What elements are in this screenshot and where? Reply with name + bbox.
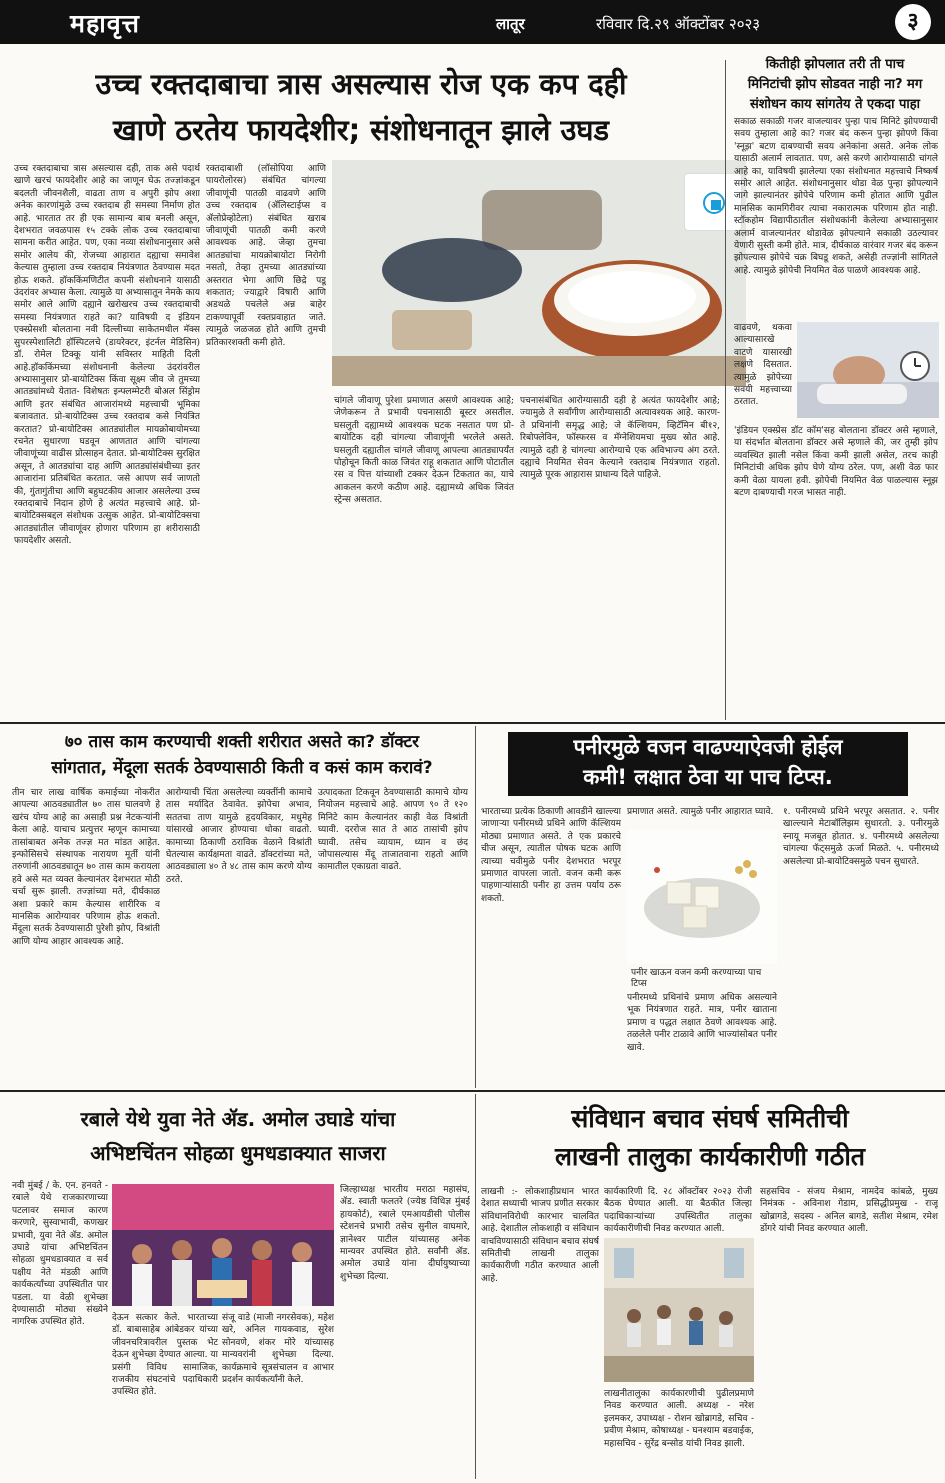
sleep-headline-line3: संशोधन काय सांगतेय ते एकदा पाहा (749, 97, 921, 112)
sleeping-alarm-illustration (797, 322, 939, 418)
masthead (0, 0, 945, 44)
sleep-text-side: वाढवणे, थकवा आल्यासारखे वाटणे यासारखी लक्षणे दिसतात. त्यामुळे झोपेच्या सवयी महत्त्वाच्या ठरतात. (734, 323, 792, 408)
work-col1-text: तीन चार लाख वार्षिक कमाईच्या नोकरीत आपल्या आठवड्यातील ७० तास घालवणे हे खरंच योग्य आहे का असाही प्रश्न नेटकऱ्यांनी केला आहे. याचाच प्रत्युत्तर म्हणून कामाच्या तासांबाबत अनेक तज्ज्ञ मत मांडत आहेत. इन्फोसिसचे संस्थापक नारायण मूर्ती यांनी तरुणांनी आठवड्यातून ७० तास काम करायला हवे असे मत व्यक्त केल्यानंतर देशभरात मोठी चर्चा सुरू झाली. तज्ज्ञांच्या मते, दीर्घकाळ अशा प्रकारे काम केल्यास शारीरिक व मानसिक आरोग्यावर परिणाम होऊ शकतो. मेंदूला सतर्क ठेवण्यासाठी पुरेशी झोप, विश्रांती आणि योग्य आहार आवश्यक आहे. (12, 788, 160, 947)
sleep-text-2: 'इंडियन एक्स्प्रेस डॉट कॉम'सह बोलताना डॉक्टर असे म्हणाले, या संदर्भात बोलताना डॉक्टर असे म्हणाले की, जर तुम्ही झोप व्यवस्थित झाली नसेल किंवा कमी झाली असेल, तरच काही मिनिटांची अधिक झोप घेणे योग्य ठरेल. पण, अशी वेळ फार कमी वेळा यायला हवी. झोपेची नियमित वेळ पाळल्यास स्नूझ बटण दाबण्याची गरज भासत नाही. (734, 426, 938, 499)
paneer-headline-line1: पनीरमुळे वजन वाढण्याऐवजी होईल (573, 735, 843, 759)
bp-headline-line1: उच्च रक्तदाबाचा त्रास असल्यास रोज एक कप दही (95, 67, 627, 101)
column-divider (475, 726, 476, 1088)
section-divider-1 (0, 722, 945, 724)
rabale-col1-text: नवी मुंबई / के. एन. हनवते - रबाले येथे राजकारणाच्या पटलावर समाज कारण करणारे, सुस्वाभावी, कणखर प्रभावी, युवा नेते ॲड. अमोल उघाडे यांचा अभिष्टचिंतन सोहळा धुमधडाक्यात व सर्व पक्षीय नेते मंडळी आणि कार्यकर्त्यांच्या उपस्थितीत पार पडला. या वेळी शुभेच्छा देण्यासाठी मोठ्या संख्येने नागरिक उपस्थित होते. (12, 1181, 108, 1328)
samvidhan-col2-bottom: लाखनीतालुका कार्यकारणीची पुढीलप्रमाणे निवड करण्यात आली. अध्यक्ष - नरेश इलमकर, उपाध्यक्ष - रोशन खोब्रागडे, सचिव - प्रवीण मेश्राम, कोषाध्यक्ष - घनश्याम बडवाईक, महासचिव - सुरेंद्र बन्सोड यांची निवड झाली. (604, 1389, 754, 1449)
work-headline-line1: ७० तास काम करण्याची शक्ती शरीरात असते का? डॉक्टर (64, 732, 420, 752)
samvidhan-col2-text: कार्यकारिणी दि. २८ ऑक्टोंबर २०२३ रोजी बैठक घेण्यात आली. या बैठकीत जिल्हा पदाधिकाऱ्यांच्या उपस्थितीत तालुका कार्यकारीणीची निवड करण्यात आली. (604, 1187, 752, 1234)
work-col2-text: आरोग्याची चिंता असलेल्या व्यक्तींनी कामाचे तास मर्यादित ठेवावेत. झोपेचा अभाव, सततचा ताण यामुळे हृदयविकार, मधुमेह यांसारखे आजार होण्याचा धोका वाढतो. कामाच्या ठिकाणी ठराविक वेळाने विश्रांती घेतल्यास कार्यक्षमता वाढते. डॉक्टरांच्या मते, आठवड्याला ४० ते ४८ तास काम करणे योग्य ठरते. (166, 788, 312, 885)
samvidhan-headline-line2: लाखनी तालुका कार्यकारीणी गठीत (554, 1142, 866, 1171)
edition-date: रविवार दि.२९ ऑक्टोंबर २०२३ (596, 15, 761, 33)
paneer-cubes-illustration (627, 830, 777, 964)
bp-col1-text: उच्च रक्तदाबाचा त्रास असल्यास दही, ताक असे पदार्थ खाणे खरचं फायदेशीर आहे का जाणून घेऊ तज्ज्ञांकडून बदलती जीवनशैली, वाढता ताण व अपुरी झोप अशा अनेक कारणांमुळे उच्च रक्तदाब ही समस्या निर्माण होत आहे. भारतात तर ही एक सामान्य बाब बनली असून, देशभरात जवळपास १५ टक्के लोक उच्च रक्तदाबाचा सामना करीत आहेत. पण, एका नव्या संशोधनानुसार असे समोर आलेय की, रोजच्या आहारात दह्याचा समावेश केल्यास तुम्हाला उच्च रक्तदाब नियंत्रणात ठेवण्यास मदत होऊ शकते. हॉककिंमणिटीत कपनी संशोधनाने यासाठी उंदरांवर अभ्यास केला. त्यामुळे या अभ्यासातून नेमके काय समोर आले आणि दह्याने खरोखरच उच्च रक्तदाबाची समस्या नियंत्रणात राहते का? याविषयी द इंडियन एक्स्प्रेसशी बोलताना नवी दिल्लीच्या साकेतमधील मॅक्स सुपरस्पेशालिटी हॉस्पिटलचे (डायरेक्टर, इंटर्नल मेडिसिन) डॉ. रोमेल टिक्कू यांनी सविस्तर माहिती दिली आहे.हॉककिंमच्या संशोधनानी केलेल्या उंदरांवरील अभ्यासानुसार प्रो-बायोटिक्स किंवा सूक्ष्म जीव जे तुमच्या आतड्यांमध्ये येतात- विशेषतः इन्फ्लम्मेटरी बोअल सिंड्रोम आणि इतर संबंधित आजारांमध्ये महत्त्वाची भूमिका बजावतात. प्रो-बायोटिक्स उच्च रक्तदाब कसे नियंत्रित करतात? प्रो-बायोटिक्स आतड्यांतील मायक्रोबायोमच्या रचनेत सुधारणा घडवून आणतात आणि चांगल्या जीवाणूंच्या वाढीस प्रोत्साहन देतात. प्रो-बायोटिक्स सुरक्षित असून, ते आतड्यांचा दाह आणि आतड्यांसंबंधीच्या इतर आजारांना प्रतिबंधित करतात. जसे आपण सर्व जाणतो की, गुंतागुंतीचा आणि बहुघटकीय आजार असलेल्या उच्च रक्तदाबाचे निदान होणे हे अत्यंत महत्त्वाचे आहे. प्रो-बायोटिक्सबद्दल संशोधक उत्सुक आहेत. प्रो-बायोटिक्सचा आतड्यांतील जीवाणूंवर होणारा परिणाम हा शरीरासाठी फायदेशीर असतो. (14, 164, 200, 547)
samvidhan-col3-text: सहसचिव - संजय मेश्राम, नामदेव कांबळे, मुख्य निमंत्रक - अविनाश गेडाम, प्रसिद्धीप्रमुख - राजू खोब्रागडे, सदस्य - अनिल बागडे, सतीश मेश्राम, रमेश डोंगरे यांची निवड करण्यात आली. (760, 1187, 938, 1235)
samvidhan-headline-line1: संविधान बचाव संघर्ष समितीची (571, 1104, 849, 1133)
paneer-headline-box (508, 732, 908, 796)
sleep-headline-line2: मिनिटांची झोप सोडवत नाही ना? मग (747, 77, 923, 92)
paneer-col2-text: पनीरमध्ये प्रथिनांचे प्रमाण अधिक असल्याने भूक नियंत्रणात राहते. मात्र, पनीर खाताना प्रमाण व पद्धत लक्षात ठेवणे आवश्यक आहे. तळलेले पनीर टाळावे आणि भाज्यांसोबत पनीर खावे. (627, 993, 777, 1053)
paneer-col2-top: प्रमाणात असते. त्यामुळे पनीर आहारात घ्यावे. (627, 807, 774, 817)
newspaper-brand: महावृत्त (70, 9, 140, 38)
work-col3-text: उत्पादकता टिकवून ठेवण्यासाठी कामाचे योग्य नियोजन महत्त्वाचे आहे. आपण ९० ते १२० मिनिटे काम केल्यानंतर काही वेळ विश्रांती घ्यावी. दररोज सात ते आठ तासांची झोप घ्यावी. तसेच व्यायाम, ध्यान व छंद जोपासल्यास मेंदू ताजातवाना राहतो आणि कामातील एकाग्रता वाढते. (318, 788, 468, 873)
edition-city: लातूर (496, 15, 525, 33)
bp-col2-text: रक्तदाबाशी (लॉसोपिया आणि पायरोलोरस) संबंधित चांगल्या जीवाणूंची पातळी वाढवणे आणि उच्च रक्तदाब (ॲलिस्टाईप्स व ॲलोप्रेव्होटेला) संबंधित खराब जीवाणूंची पातळी कमी करणे आवश्यक आहे. जेव्हा तुमचा आतड्यांचा मायक्रोबायोटा निरोगी नसतो, तेव्हा तुमच्या आतड्यांच्या अस्तरात भेगा आणि छिद्रे पडू शकतात; ज्याद्वारे विषारी आणि अडथळे पचलेले अन्न बाहेर टाकण्यापूर्वी रक्तप्रवाहात जाते. त्यामुळे जळजळ होते आणि तुमची प्रतिकारशक्ती कमी होते. (206, 164, 326, 348)
bp-col4-text: पचनासंबंधित आरोग्यासाठी दही हे अत्यंत फायदेशीर आहे; ज्यामुळे ते सर्वांगीण आरोग्यासाठी अत्यावश्यक आहे. कारण- ते प्रथिनांनी समृद्ध आहे; जे कॅल्शियम, व्हिटॅमिन बी१२, रिबोफ्लेविन, फॉस्फरस व मॅग्नेशियमचा मुख्य स्रोत आहे. त्यामुळे दही हे चांगल्या आरोग्याचे एक अविभाज्य अंग ठरते. दह्याचे नियमित सेवन केल्याने रक्तदाब नियंत्रणात राहतो. त्यामुळे पूरक आहारास प्राधान्य दिले पाहिजे. (520, 396, 720, 481)
paneer-photo (627, 830, 777, 964)
paneer-col1-text: भारताच्या प्रत्येक ठिकाणी आवडीने खाल्ल्या जाणाऱ्या पनीरमध्ये प्रथिने आणि कॅल्शियम मोठ्या प्रमाणात असते. ते एक प्रकारचे चीज असून, त्यातील पोषक घटक आणि त्याच्या चवीमुळे पनीर देशभरात भरपूर प्रमाणात वापरला जातो. वजन कमी करू पाहणाऱ्यांसाठी पनीर हा उत्तम पर्याय ठरू शकतो. (481, 807, 621, 904)
rabale-col4-text: जिल्हाध्यक्ष भारतीय मराठा महासंघ, ॲड. स्वाती फलतरे (ज्येष्ठ विधिज्ञ मुंबई हायकोर्ट), रबाले एमआयडीसी पोलीस स्टेशनचे प्रभारी तसेच सुनील वाघमारे, ज्ञानेश्वर पाटील यांच्यासह अनेक मान्यवर उपस्थित होते. सर्वांनी ॲड. अमोल उघाडे यांना दीर्घायुष्याच्या शुभेच्छा दिल्या. (340, 1185, 470, 1282)
paneer-headline-line2: कमी! लक्षात ठेवा या पाच टिप्स. (583, 765, 833, 789)
paneer-col3-text: १. पनीरमध्ये प्रथिने भरपूर असतात. २. पनीर खाल्ल्याने मेटाबॉलिझम सुधारतो. ३. पनीरमुळे स्नायू मजबूत होतात. ४. पनीरमध्ये असलेल्या चांगल्या फॅट्समुळे ऊर्जा मिळते. ५. पनीरमध्ये असलेल्या प्रो-बायोटिक्समुळे पचन सुधारते. (783, 807, 939, 867)
sleep-text: सकाळ सकाळी गजर वाजल्यावर पुन्हा पाच मिनिटे झोपण्याची सवय तुम्हाला आहे का? गजर बंद करून पुन्हा झोपणे किंवा 'स्नूझ' बटण दाबण्याची सवय अनेकांना असते. अनेक लोक यासाठी अलार्म लावतात. पण, असे करणे आरोग्यासाठी चांगले आहे का, याविषयी झालेल्या एका संशोधनात महत्त्वाचे निष्कर्ष समोर आले आहेत. संशोधनानुसार थोडा वेळ पुन्हा झोपल्याने जागे झाल्यानंतर झोपेचे परिणाम कमी होतात आणि पुढील मानसिक कामगिरीवर त्याचा नकारात्मक परिणाम होत नाही. स्टॉकहोम विद्यापीठातील संशोधकांनी केलेल्या अभ्यासानुसार अलार्म वाजल्यानंतर थोडावेळ झोपल्याने सकाळी उठल्यावर येणारी सुस्ती कमी होते. मात्र, दीर्घकाळ वारंवार गजर बंद करून झोपल्यास झोपेचे चक्र बिघडू शकते, असेही तज्ज्ञांनी सांगितले आहे. त्यामुळे झोपेची नियमित वेळ पाळणे आवश्यक आहे. (734, 117, 938, 276)
cake-cutting-illustration (112, 1184, 334, 1306)
column-divider (725, 60, 726, 720)
paneer-photo-caption: पनीर खाऊन वजन कमी करण्याच्या पाच टिप्स (631, 968, 762, 989)
sleep-headline-line1: कितीही झोपलात तरी ती पाच (765, 57, 905, 72)
column-divider (475, 1094, 476, 1479)
section-divider-2 (0, 1090, 945, 1092)
rabale-headline-line2: अभिष्टचिंतन सोहळा धुमधडाक्यात साजरा (90, 1141, 386, 1165)
samvidhan-col1-text: लाखनी :- लोकशाहीप्रधान भारत देशात सध्याची भाजप प्रणीत सरकार संविधानविरोधी कारभार चालवित आहे. देशातील लोकशाही व संविधान वाचविण्यासाठी संविधान बचाव संघर्ष समितीची लाखनी तालुका कार्यकारीणी गठीत करण्यात आली आहे. (481, 1187, 599, 1284)
samvidhan-meeting-photo (604, 1238, 754, 1382)
meeting-hall-illustration (604, 1238, 754, 1382)
rabale-headline-line1: रबाले येथे युवा नेते ॲड. अमोल उघाडे यांचा (80, 1107, 396, 1131)
bp-headline-line2: खाणे ठरतेय फायदेशीर; संशोधनातून झाले उघड (112, 113, 610, 147)
rabale-event-photo (112, 1184, 334, 1306)
sleep-photo (797, 322, 939, 418)
page-number: ३ (895, 4, 931, 40)
work-headline-line2: सांगतात, मेंदूला सतर्क ठेवण्यासाठी किती व कसं काम करावं? (51, 758, 433, 778)
bp-col3-text: चांगले जीवाणू पुरेशा प्रमाणात असणे आवश्यक आहे; जेणेकरून ते प्रभावी पचनासाठी बूस्टर असतील. घसलुती दह्यामध्ये आवश्यक घटक नसतात पण प्रो-बायोटिक दही चांगल्या जीवाणूंनी भरलेले असते. घसलुती दह्यातील चांगले जीवाणू आपल्या आतड्यापर्यंत पोहोचून किती काळ जिवंत राहू शकतात आणि पोटातील रस व पित्त यांच्याशी टक्कर देऊन टिकतात का, याचे आकलन करणे कठीण आहे. दह्यामध्ये अधिक जिवंत स्ट्रेन्स असतात. (334, 396, 514, 506)
rabale-col3-text: संजू वाडे (माजी नगरसेवक), महेश खरे, अनिल गायकवाड, सुरेश सोनवणे, शंकर मोरे यांच्यासह मान्यवरांनी शुभेच्छा दिल्या. कार्यक्रमाचे सूत्रसंचालन व आभार प्रदर्शन कार्यकर्त्यांनी केले. (222, 1313, 334, 1386)
rabale-col2-text: देऊन सत्कार केले. भारताच्या डॉ. बाबासाहेब आंबेडकर यांच्या जीवनचरित्रावरील पुस्तक भेट देऊन शुभेच्छा देण्यात आल्या. या प्रसंगी विविध सामाजिक, राजकीय संघटनांचे पदाधिकारी उपस्थित होते. (112, 1313, 218, 1398)
